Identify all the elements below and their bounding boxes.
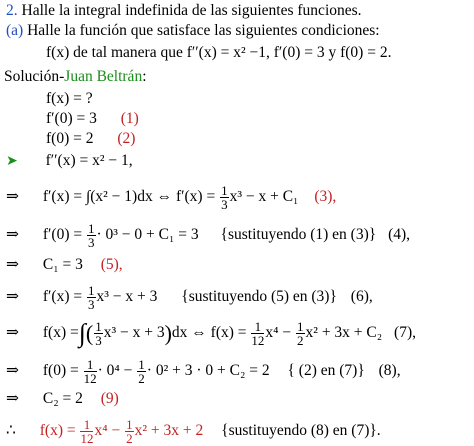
tag-9: (9) <box>100 390 119 407</box>
tag-7: (7), <box>394 324 416 342</box>
given-fx: f(x) = ? <box>46 90 93 107</box>
problem-header <box>6 2 362 20</box>
author-name: Juan Beltrán <box>64 68 143 85</box>
step-9: ⇒ C₂ = 2 (9) <box>6 390 119 407</box>
bullet-icon: ➤ <box>6 154 18 169</box>
fraction-1-3: $\frac{1}{3}$ <box>221 183 228 212</box>
given-fpp: ➤ f′′(x) = x² − 1, <box>6 152 133 169</box>
step-5: ⇒ C₁ = 3 (5), <box>6 256 123 273</box>
tag-5: (5), <box>100 256 123 273</box>
fraction-1-3: $\frac{1}{3}$ <box>88 283 95 312</box>
fraction-1-3: $\frac{1}{3}$ <box>95 319 102 348</box>
step-3: ⇒ f′(x) = ∫(x² − 1)dx ⇔ f′(x) = $\frac{1}{3}$ x³ − x + C₁ (3), <box>6 183 337 212</box>
note-8: { (2) en (7)} <box>287 362 365 380</box>
therefore-icon: ∴ <box>6 422 16 440</box>
implies-icon: ⇒ <box>6 324 19 342</box>
fraction-1-2: $\frac{1}{2}$ <box>138 357 145 386</box>
implies-icon: ⇒ <box>6 226 19 244</box>
step-7: ⇒ f(x) =∫( $\frac{1}{3}$ x³ − x + 3)dx ⇔ f(x) = $\frac{1}{12}$ x⁴ − $\frac{1}{2}$ x² + 3x + C₂ (7), <box>6 318 416 348</box>
fraction-1-3: $\frac{1}{3}$ <box>88 221 95 250</box>
part-a <box>6 22 380 40</box>
tag-1: (1) <box>120 110 139 127</box>
tag-3: (3), <box>314 188 337 206</box>
note-6: {sustituyendo (5) en (3)} <box>181 288 337 306</box>
fraction-1-2: $\frac{1}{2}$ <box>297 319 304 348</box>
note-10: {sustituyendo (8) en (7)}. <box>221 422 381 440</box>
tag-4: (4), <box>388 226 411 244</box>
given-fp0: f′(0) = 3 (1) <box>46 110 139 127</box>
step-6: ⇒ f′(x) = $\frac{1}{3}$ x³ − x + 3 {sustituyendo (5) en (3)} (6), <box>6 283 373 312</box>
part-label: (a) <box>6 22 24 39</box>
solution-label: Solución-Juan Beltrán: <box>4 68 147 85</box>
problem-number: 2. <box>6 2 18 19</box>
part-text: Halle la función que satisface las siguientes condiciones: <box>27 22 380 39</box>
implies-icon: ⇒ <box>6 288 19 306</box>
tag-6: (6), <box>350 288 373 306</box>
problem-title: Halle la integral indefinida de las siguientes funciones. <box>21 2 362 19</box>
fraction-1-12: $\frac{1}{12}$ <box>80 417 94 446</box>
tag-2: (2) <box>117 130 136 147</box>
given-f0: f(0) = 2 (2) <box>46 130 136 147</box>
implies-icon: ⇒ <box>6 256 19 273</box>
final-answer: ∴ f(x) = $\frac{1}{12}$ x⁴ − $\frac{1}{2}$ x² + 3x + 2 {sustituyendo (8) en (7)}. <box>6 417 381 446</box>
implies-icon: ⇒ <box>6 362 19 380</box>
fraction-1-2: $\frac{1}{2}$ <box>126 417 133 446</box>
step-8: ⇒ f(0) = $\frac{1}{12}$ · 0⁴ − $\frac{1}{2}$ · 0² + 3 · 0 + C₂ = 2 { (2) en (7)} (8), <box>6 357 401 386</box>
step-4: ⇒ f′(0) = $\frac{1}{3}$ · 0³ − 0 + C₁ = 3 {sustituyendo (1) en (3)} (4), <box>6 221 411 250</box>
fraction-1-12: $\frac{1}{12}$ <box>251 319 265 348</box>
fraction-1-12: $\frac{1}{12}$ <box>83 357 97 386</box>
implies-icon: ⇒ <box>6 390 19 407</box>
implies-icon: ⇒ <box>6 188 19 206</box>
tag-8: (8), <box>378 362 401 380</box>
condition: f(x) de tal manera que f′′(x) = x² −1, f′(0) = 3 y f(0) = 2. <box>46 44 392 61</box>
note-4: {sustituyendo (1) en (3)} <box>220 226 377 244</box>
